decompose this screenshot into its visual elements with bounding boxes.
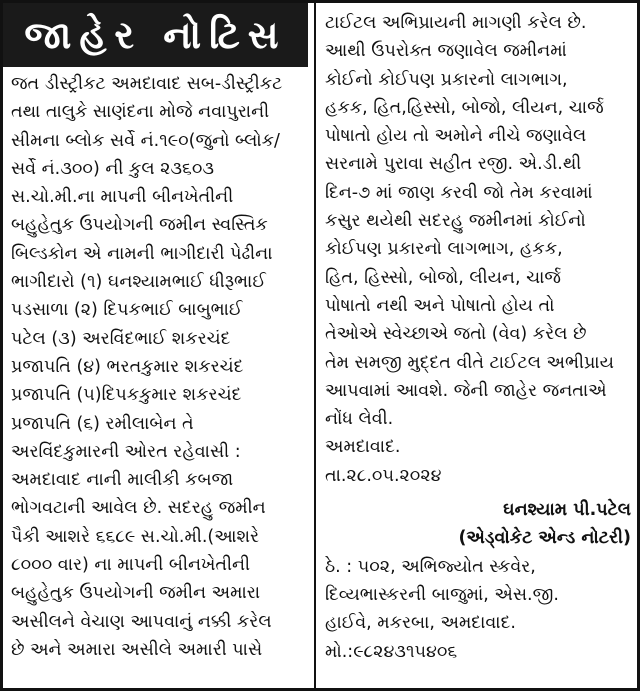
notice-text-line: બિલ્ડકોન એ નામની ભાગીદારી પેઢીના bbox=[11, 243, 273, 264]
notice-text-line: હકક, હિત,હિસ્સો, બોજો, લીયન, ચાર્જ bbox=[325, 97, 604, 118]
right-column bbox=[325, 9, 631, 666]
notice-text-line: પ્રજાપતિ (૪) ભરતકુમાર શકરચંદ bbox=[11, 356, 244, 377]
signer-role: (એડ્વોકેટ એન્ડ નોટરી) bbox=[458, 528, 631, 549]
notice-text-line: આથી ઉપરોક્ત જણાવેલ જમીનમાં bbox=[325, 41, 567, 62]
notice-text-line: ટાઈટલ અભિપ્રાયની માગણી કરેલ છે. bbox=[325, 13, 587, 33]
notice-text-line: પટેલ (૩) અરવિંદભાઈ શકરચંદ bbox=[11, 328, 231, 349]
notice-text-line: કસુર થયેથી સદરહુ જમીનમાં કોઈનો bbox=[325, 211, 586, 232]
notice-title: જાહેર નોટિસ bbox=[3, 3, 308, 67]
notice-text-line: પોષાતો નથી અને પોષાતો હોય તો bbox=[325, 295, 555, 316]
address-line: ઠે. : ૫૦૨, અભિજ્યોત સ્કવેર, bbox=[325, 556, 536, 577]
notice-text-line: જત ડીસ્ટ્રીકટ અમદાવાદ સબ-ડીસ્ટ્રીકટ bbox=[11, 74, 283, 94]
signer-name: ઘનશ્યામ પી.પટેલ bbox=[503, 500, 631, 521]
notice-text-line: તેમ સમજી મુદ્દત વીતે ટાઈટલ અભીપ્રાય bbox=[325, 352, 614, 373]
notice-text-line: આપવામાં આવશે. જેની જાહેર જનતાએ bbox=[325, 380, 607, 401]
notice-text-line: પ્રજાપતિ (૫)દિપકકુમાર શકરચંદ bbox=[11, 385, 242, 406]
notice-text-line: હિત, હિસ્સો, બોજો, લીયન, ચાર્જ bbox=[325, 267, 561, 288]
notice-text-line: ભાગીદારો (૧) ઘનશ્યામભાઈ ધીરૂભાઈ bbox=[11, 272, 266, 293]
notice-text-line: દિન-૭ માં જાણ કરવી જો તેમ કરવામાં bbox=[325, 182, 593, 203]
address-line: હાઈવે, મકરબા, અમદાવાદ. bbox=[325, 613, 516, 634]
notice-place: અમદાવાદ. bbox=[325, 437, 401, 458]
notice-text-line: અમદાવાદ નાની માલીકી કબજા bbox=[11, 470, 234, 491]
notice-text-line: પડસાળા (૨) દિપકભાઈ બાબુભાઈ bbox=[11, 300, 243, 321]
notice-text-line: અસીલને વેચાણ આપવાનું નક્કી કરેલ bbox=[11, 611, 272, 632]
notice-text-line: પૈકી આશરે ૬૬૮૯ સ.ચો.મી.(આશરે bbox=[11, 526, 260, 547]
notice-text-line: કોઈપણ પ્રકારનો લાગભાગ, હકક, bbox=[325, 239, 563, 260]
notice-text-line: સ.ચો.મી.ના માપની બીનખેતીની bbox=[11, 187, 234, 208]
notice-text-line: છે અને અમારા અસીલે અમારી પાસે bbox=[11, 639, 263, 660]
notice-text-line: બહુહેતુક ઉપયોગની જમીન અમારા bbox=[11, 583, 261, 604]
notice-date: તા.૨૮.૦૫.૨૦૨૪ bbox=[325, 465, 442, 486]
notice-text-line: પોષાતો હોય તો અમોને નીચે જણાવેલ bbox=[325, 126, 587, 147]
notice-text-line: ભોગવટાની આવેલ છે. સદરહુ જમીન bbox=[11, 498, 266, 519]
notice-text-line: નોંધ લેવી. bbox=[325, 409, 394, 430]
notice-text-line: તેઓએ સ્વેચ્છાએ જતો (વેવ) કરેલ છે bbox=[325, 324, 587, 345]
phone-number: મો.:૯૮૨૪૩૧૫૪૦૬ bbox=[325, 641, 458, 662]
notice-text-line: સરનામે પુરાવા સહીત રજી. એ.ડી.થી bbox=[325, 154, 582, 175]
column-divider bbox=[314, 3, 316, 688]
notice-text-line: ૮૦૦૦ વાર) ના માપની બીનખેતીની bbox=[11, 555, 251, 576]
notice-text-line: સીમના બ્લોક સર્વે નં.૧૯૦(જુનો બ્લોક/ bbox=[11, 130, 280, 151]
notice-text-line: તથા તાલુકે સાણંદના મોજે નવાપુરાની bbox=[11, 102, 270, 123]
address-line: દિવ્યભાસ્કરની બાજુમાં, એસ.જી. bbox=[325, 584, 559, 605]
notice-text-line: બહુહેતુક ઉપયોગની જમીન સ્વસ્તિક bbox=[11, 215, 268, 236]
notice-text-line: કોઈનો કોઈપણ પ્રકારનો લાગભાગ, bbox=[325, 69, 568, 90]
notice-text-line: અરવિંદકુમારની ઓરત રહેવાસી : bbox=[11, 441, 241, 462]
notice-text-line: પ્રજાપતિ (૬) રમીલાબેન તે bbox=[11, 413, 194, 434]
notice-text-line: સર્વે નં.૩૦૦) ની કુલ ૨૩૬૦૩ bbox=[11, 158, 215, 179]
left-column bbox=[11, 70, 309, 664]
